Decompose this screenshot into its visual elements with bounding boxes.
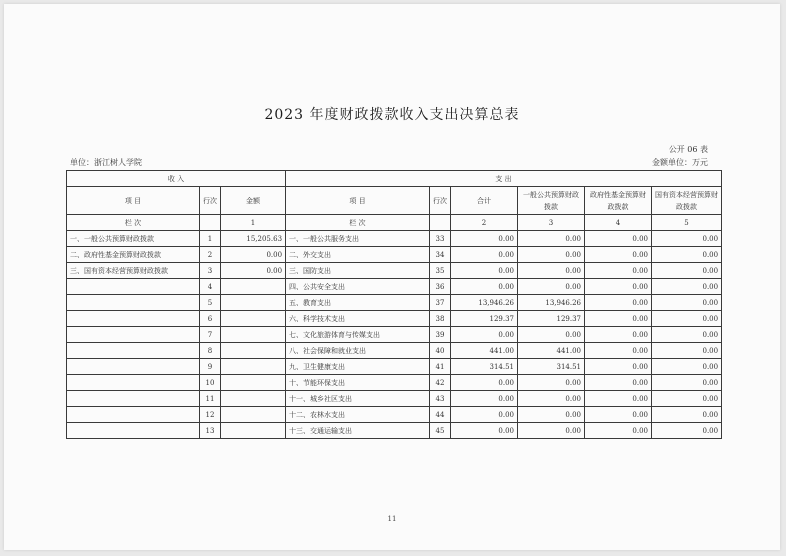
income-row (67, 279, 286, 295)
expense-row-general: 0.00 (518, 423, 585, 439)
expense-row-item: 七、文化旅游体育与传媒支出 (286, 327, 430, 343)
income-row-line: 5 (200, 295, 221, 311)
expense-row-state: 0.00 (652, 295, 722, 311)
income-row (67, 423, 286, 439)
page-title: 2023 年度财政拨款收入支出决算总表 (264, 107, 520, 123)
income-row-line: 1 (200, 231, 221, 247)
income-row-amount (221, 327, 286, 343)
income-sub-label: 栏 次 (67, 215, 200, 231)
expense-row-item: 九、卫生健康支出 (286, 359, 430, 375)
expense-row-total: 0.00 (451, 231, 518, 247)
expense-row-total: 0.00 (451, 423, 518, 439)
expense-row (286, 407, 722, 423)
expense-row-fund: 0.00 (585, 359, 652, 375)
income-row (67, 247, 286, 263)
expense-row-general: 0.00 (518, 327, 585, 343)
expense-row-line: 42 (430, 375, 451, 391)
income-row (67, 327, 286, 343)
expense-row-state: 0.00 (652, 327, 722, 343)
expense-col-fund: 政府性基金预算财政拨款 (585, 187, 652, 215)
income-row-amount (221, 311, 286, 327)
income-row-amount (221, 375, 286, 391)
expense-row-general: 314.51 (518, 359, 585, 375)
expense-sub-label: 栏 次 (286, 215, 430, 231)
expense-row-item: 四、公共安全支出 (286, 279, 430, 295)
page-number: 11 (387, 515, 397, 523)
expense-row-line: 41 (430, 359, 451, 375)
expense-row-fund: 0.00 (585, 343, 652, 359)
expense-row-line: 45 (430, 423, 451, 439)
unit-label: 单位：浙江树人学院 (70, 158, 142, 167)
expense-row-state: 0.00 (652, 375, 722, 391)
income-row-item (67, 375, 200, 391)
expense-row-item: 二、外交支出 (286, 247, 430, 263)
amount-unit: 金额单位：万元 (652, 158, 708, 167)
expense-row-fund: 0.00 (585, 279, 652, 295)
expense-row-fund: 0.00 (585, 423, 652, 439)
income-row-item (67, 311, 200, 327)
income-row-amount (221, 423, 286, 439)
income-row (67, 391, 286, 407)
income-sub-col: 1 (221, 215, 286, 231)
income-row-line: 13 (200, 423, 221, 439)
expense-row-state: 0.00 (652, 359, 722, 375)
expense-section-header: 支 出 (286, 171, 722, 187)
expense-row-general: 0.00 (518, 263, 585, 279)
expense-row-state: 0.00 (652, 423, 722, 439)
expense-row-total: 13,946.26 (451, 295, 518, 311)
expense-row-fund: 0.00 (585, 375, 652, 391)
expense-row-item: 六、科学技术支出 (286, 311, 430, 327)
expense-row-fund: 0.00 (585, 391, 652, 407)
expense-row-general: 0.00 (518, 231, 585, 247)
income-row-amount (221, 391, 286, 407)
income-row-item (67, 343, 200, 359)
expense-row-general: 441.00 (518, 343, 585, 359)
expense-row-item: 十一、城乡社区支出 (286, 391, 430, 407)
income-row-amount (221, 295, 286, 311)
income-row-line: 9 (200, 359, 221, 375)
income-row-amount (221, 279, 286, 295)
expense-sub-line (430, 215, 451, 231)
income-row (67, 407, 286, 423)
expense-row-line: 35 (430, 263, 451, 279)
expense-row-line: 36 (430, 279, 451, 295)
income-row-line: 7 (200, 327, 221, 343)
expense-row-total: 0.00 (451, 375, 518, 391)
income-row-item (67, 359, 200, 375)
expense-row-total: 0.00 (451, 327, 518, 343)
income-row-amount: 0.00 (221, 247, 286, 263)
expense-row (286, 231, 722, 247)
income-row (67, 231, 286, 247)
expense-row-fund: 0.00 (585, 247, 652, 263)
expense-row-general: 0.00 (518, 407, 585, 423)
expense-col-total: 合计 (451, 187, 518, 215)
expense-row (286, 295, 722, 311)
income-col-amount: 金额 (221, 187, 286, 215)
income-row-item (67, 407, 200, 423)
income-row-amount: 15,205.63 (221, 231, 286, 247)
expense-row-item: 十、节能环保支出 (286, 375, 430, 391)
income-row (67, 311, 286, 327)
income-col-item: 项 目 (67, 187, 200, 215)
expense-row-state: 0.00 (652, 311, 722, 327)
income-table (66, 170, 286, 439)
expense-row-state: 0.00 (652, 391, 722, 407)
income-row (67, 343, 286, 359)
expense-row-fund: 0.00 (585, 295, 652, 311)
expense-row-general: 0.00 (518, 247, 585, 263)
expense-sub-col-fund: 4 (585, 215, 652, 231)
income-row-line: 2 (200, 247, 221, 263)
expense-row-general: 0.00 (518, 279, 585, 295)
expense-row (286, 327, 722, 343)
expense-row-line: 44 (430, 407, 451, 423)
income-row-line: 12 (200, 407, 221, 423)
expense-sub-col-total: 2 (451, 215, 518, 231)
expense-row-total: 441.00 (451, 343, 518, 359)
expense-row-line: 33 (430, 231, 451, 247)
income-row-amount (221, 407, 286, 423)
expense-row-item: 五、教育支出 (286, 295, 430, 311)
income-row-item (67, 423, 200, 439)
document-page (4, 4, 780, 550)
income-row-item (67, 391, 200, 407)
income-section-header: 收 入 (67, 171, 286, 187)
income-row (67, 263, 286, 279)
expense-sub-col-state: 5 (652, 215, 722, 231)
income-row-item (67, 295, 200, 311)
expense-row-total: 0.00 (451, 391, 518, 407)
expense-row-line: 39 (430, 327, 451, 343)
expense-row-state: 0.00 (652, 247, 722, 263)
expense-row-state: 0.00 (652, 407, 722, 423)
table-number: 公开 06 表 (668, 145, 708, 154)
expense-col-item: 项 目 (286, 187, 430, 215)
income-row (67, 359, 286, 375)
expense-row-line: 40 (430, 343, 451, 359)
income-row-amount (221, 359, 286, 375)
expense-row-item: 十三、交通运输支出 (286, 423, 430, 439)
expense-row-state: 0.00 (652, 231, 722, 247)
expense-row-item: 一、一般公共服务支出 (286, 231, 430, 247)
expense-row-total: 0.00 (451, 263, 518, 279)
expense-row-state: 0.00 (652, 263, 722, 279)
income-row-line: 10 (200, 375, 221, 391)
expense-row-line: 37 (430, 295, 451, 311)
income-row-line: 11 (200, 391, 221, 407)
expense-row-state: 0.00 (652, 279, 722, 295)
expense-row (286, 343, 722, 359)
expense-row-total: 0.00 (451, 279, 518, 295)
expense-row-fund: 0.00 (585, 263, 652, 279)
income-row-item (67, 279, 200, 295)
expense-table (285, 170, 722, 439)
income-row-item: 二、政府性基金预算财政拨款 (67, 247, 200, 263)
expense-row-general: 0.00 (518, 375, 585, 391)
expense-row-item: 八、社会保障和就业支出 (286, 343, 430, 359)
income-row (67, 295, 286, 311)
expense-row-fund: 0.00 (585, 327, 652, 343)
expense-row-general: 13,946.26 (518, 295, 585, 311)
expense-col-state: 国有资本经营预算财政拨款 (652, 187, 722, 215)
expense-row-general: 0.00 (518, 391, 585, 407)
expense-row (286, 391, 722, 407)
income-row-amount (221, 343, 286, 359)
expense-row-fund: 0.00 (585, 311, 652, 327)
expense-row (286, 359, 722, 375)
expense-row (286, 311, 722, 327)
expense-row (286, 375, 722, 391)
expense-col-line: 行次 (430, 187, 451, 215)
expense-row-total: 129.37 (451, 311, 518, 327)
expense-row-item: 三、国防支出 (286, 263, 430, 279)
expense-row-total: 0.00 (451, 407, 518, 423)
income-row-line: 4 (200, 279, 221, 295)
expense-row-line: 38 (430, 311, 451, 327)
income-sub-line (200, 215, 221, 231)
expense-row-fund: 0.00 (585, 231, 652, 247)
income-row-amount: 0.00 (221, 263, 286, 279)
expense-row-state: 0.00 (652, 343, 722, 359)
expense-row-total: 314.51 (451, 359, 518, 375)
expense-row-fund: 0.00 (585, 407, 652, 423)
income-row-item (67, 327, 200, 343)
expense-row (286, 279, 722, 295)
expense-row-line: 34 (430, 247, 451, 263)
expense-col-general: 一般公共预算财政拨款 (518, 187, 585, 215)
income-row-line: 8 (200, 343, 221, 359)
expense-row-line: 43 (430, 391, 451, 407)
income-row-line: 3 (200, 263, 221, 279)
expense-row (286, 247, 722, 263)
income-row (67, 375, 286, 391)
expense-row (286, 263, 722, 279)
income-col-line: 行次 (200, 187, 221, 215)
expense-sub-col-general: 3 (518, 215, 585, 231)
income-row-item: 三、国有资本经营预算财政拨款 (67, 263, 200, 279)
expense-row-general: 129.37 (518, 311, 585, 327)
expense-row-item: 十二、农林水支出 (286, 407, 430, 423)
income-row-line: 6 (200, 311, 221, 327)
expense-row (286, 423, 722, 439)
income-row-item: 一、一般公共预算财政拨款 (67, 231, 200, 247)
expense-row-total: 0.00 (451, 247, 518, 263)
